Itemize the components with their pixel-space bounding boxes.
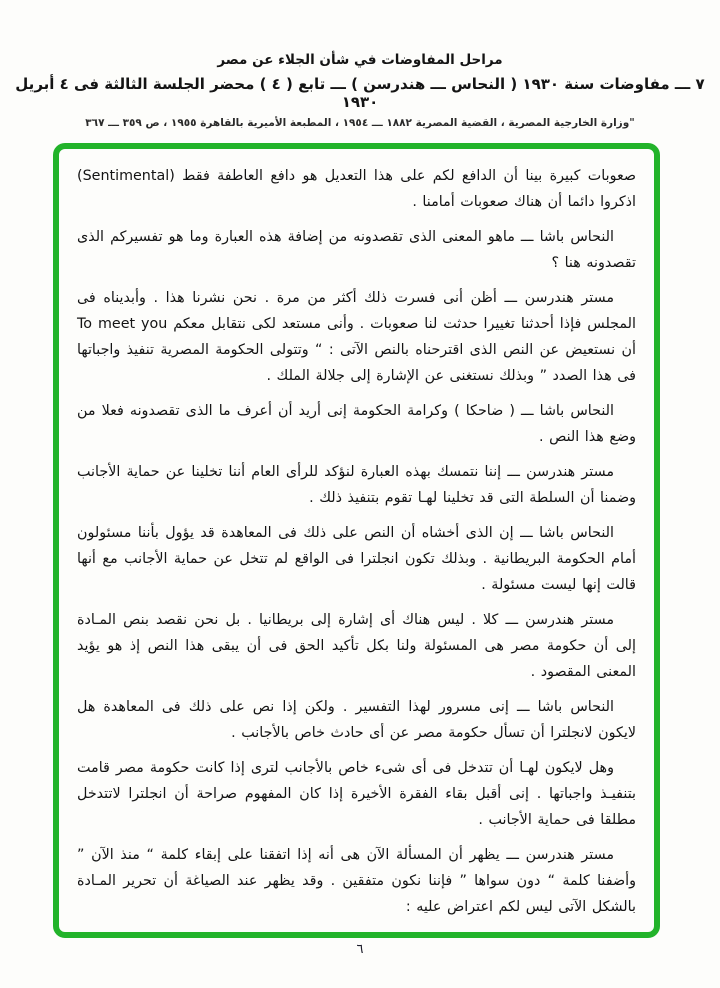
page-title: مراحل المفاوضات في شأن الجلاء عن مصر	[217, 52, 503, 68]
document-header	[0, 52, 720, 129]
body-paragraph: مستر هندرسن ـــ إننا نتمسك بهذه العبارة لنؤكد للرأى العام أننا تخلينا عن حماية الأجانب وضمنا أن السلطة التى قد تخلينا لهـا تقوم بتنفيذ ذلك .	[77, 464, 636, 506]
green-highlight-box	[53, 143, 660, 938]
body-paragraph: النحاس باشا ـــ ( ضاحكا ) وكرامة الحكومة إنى أريد أن أعرف ما الذى تقصدونه فعلا من وضع هذا النص .	[77, 403, 636, 445]
body-paragraph: النحاس باشا ـــ إن الذى أخشاه أن النص على ذلك فى المعاهدة قد يؤول بأننا مسئولون أمام الحكومة البريطانية . وبذلك تكون انجلترا فى الواقع لم تتخل عن حماية الأجانب مع أنها قالت إنها ليست مسئولة .	[77, 525, 636, 593]
body-paragraph: مستر هندرسن ـــ كلا . ليس هناك أى إشارة إلى بريطانيا . بل نحن نقصد بنص المـادة إلى أن حكومة مصر هى المسئولة ولنا بكل تأكيد الحق فى أن يبقى هذا النص إذ هو يؤيد المعنى المقصود .	[77, 612, 636, 680]
body-paragraph: صعوبات كبيرة بينا أن الدافع لكم على هذا التعديل هو دافع العاطفة فقط (Sentimental) اذكروا دائما أن هناك صعوبات أمامنا .	[77, 168, 636, 210]
body-paragraph: النحاس باشا ـــ إنى مسرور لهذا التفسير . ولكن إذا نص على ذلك فى المعاهدة هل لايكون لانجلترا أن تسأل حكومة مصر عن أى حادث خاص بالأجانب .	[77, 699, 636, 741]
page-number: ٦	[356, 942, 364, 957]
body-paragraph: النحاس باشا ـــ ماهو المعنى الذى تقصدونه من إضافة هذه العبارة وما هو تفسيركم الذى تقصدونه هنا ؟	[77, 229, 636, 271]
source-citation: "وزارة الخارجية المصرية ، القضية المصرية ١٨٨٢ ـــ ١٩٥٤ ، المطبعة الأميرية بالقاهرة ١٩٥٥ ، ص ٣٥٩ ـــ ٣٦٧	[85, 117, 635, 129]
body-paragraph: مستر هندرسن ـــ أظن أنى فسرت ذلك أكثر من مرة . نحن نشرنا هذا . وأبديناه فى المجلس فإذا أحدثنا تغييرا حدثت لنا صعوبات . وأنى مستعد لكى نتقابل معكم To meet you أن نستعيض عن النص الذى اقترحناه بالنص الآتى : “ وتتولى الحكومة المصرية تنفيذ واجباتها فى هذا الصدد ” وبذلك نستغنى عن الإشارة إلى جلالة الملك .	[77, 290, 636, 384]
page-subtitle: ٧ ـــ مفاوضات سنة ١٩٣٠ ( النحاس ـــ هندرسن ) ـــ تابع ( ٤ ) محضر الجلسة الثالثة فى ٤ أبريل ١٩٣٠	[15, 75, 705, 111]
body-paragraph: وهل لايكون لهـا أن تتدخل فى أى شىء خاص بالأجانب لترى إذا كانت حكومة مصر قامت بتنفيـذ واجباتها . إنى أقبل بقاء الفقرة الأخيرة إذا كان المفهوم صراحة أن انجلترا لاتتدخل مطلقا فى حماية الأجانب .	[77, 760, 636, 828]
body-paragraph: مستر هندرسن ـــ يظهر أن المسألة الآن هى أنه إذا اتفقنا على إبقاء كلمة “ منذ الآن ” وأضفنا كلمة “ دون سواها ” فإننا نكون متفقين . وقد يظهر عند الصياغة أن تحرير المـادة بالشكل الآتى ليس لكم اعتراض عليه :	[77, 847, 636, 915]
